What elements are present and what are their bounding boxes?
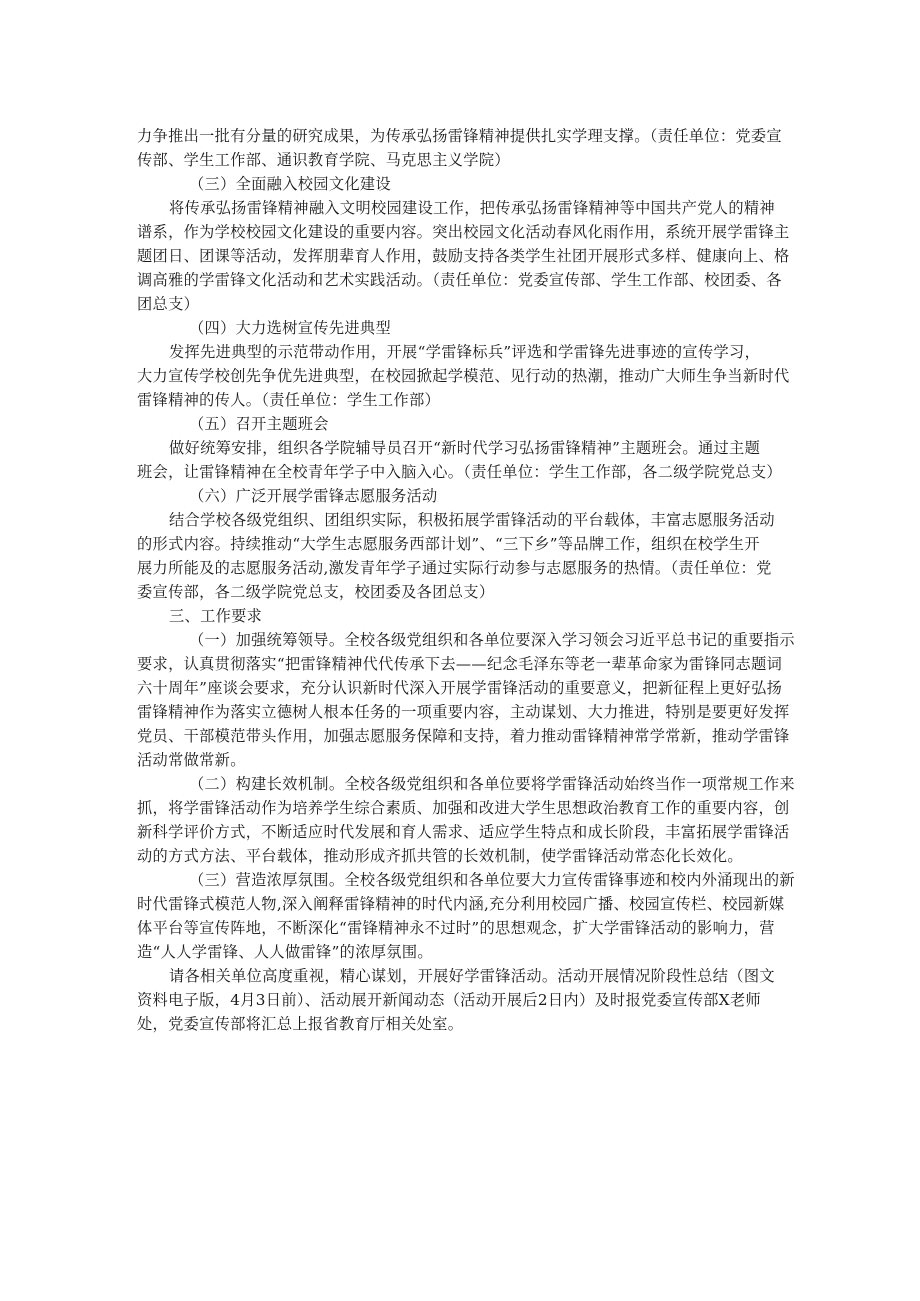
paragraph-line: 做好统筹安排，组织各学院辅导员召开“新时代学习弘扬雷锋精神”主题班会。通过主题 <box>169 439 761 457</box>
section-heading: （六）广泛开展学雷锋志愿服务活动 <box>189 487 438 505</box>
paragraph-line: 抓，将学雷锋活动作为培养学生综合素质、加强和改进大学生思想政治教育工作的重要内容，创 <box>137 799 790 817</box>
paragraph-line: 调高雅的学雷锋文化活动和艺术实践活动。（责任单位：党委宣传部、学生工作部、校团委、各 <box>137 271 782 289</box>
chapter-heading: 三、工作要求 <box>169 607 263 625</box>
paragraph-line: 团总支） <box>137 295 200 313</box>
paragraph-line: 将传承弘扬雷锋精神融入文明校园建设工作，把传承弘扬雷锋精神等中国共产党人的精神 <box>169 199 775 217</box>
paragraph-line: 的形式内容。持续推动“大学生志愿服务西部计划”、“三下乡”等品牌工作，组织在校学生开 <box>137 535 760 553</box>
paragraph-line: 活动常做常新。 <box>137 751 246 769</box>
paragraph-line: 委宣传部，各二级学院党总支，校团委及各团总支） <box>137 583 495 601</box>
paragraph-line: 体平台等宣传阵地，不断深化“雷锋精神永不过时”的思想观念，扩大学雷锋活动的影响力，营 <box>137 919 775 937</box>
paragraph-line: 传部、学生工作部、通识教育学院、马克思主义学院） <box>137 151 510 169</box>
paragraph-line: 处，党委宣传部将汇总上报省教育厅相关处室。 <box>137 1015 464 1033</box>
paragraph-line: 班会，让雷锋精神在全校青年学子中入脑入心。（责任单位：学生工作部，各二级学院党总支） <box>137 463 782 481</box>
paragraph-line: 结合学校各级党组织、团组织实际，积极拓展学雷锋活动的平台载体，丰富志愿服务活动 <box>169 511 775 529</box>
paragraph-line: 雷锋精神作为落实立德树人根本任务的一项重要内容，主动谋划、大力推进，特别是要更好发挥 <box>137 703 790 721</box>
paragraph-line: 发挥先进典型的示范带动作用，开展“学雷锋标兵”评选和学雷锋先进事迹的宣传学习， <box>169 343 761 361</box>
paragraph-line: 力争推出一批有分量的研究成果，为传承弘扬雷锋精神提供扎实学理支撑。（责任单位：党委宣 <box>137 127 782 145</box>
paragraph-line: 大力宣传学校创先争优先进典型，在校园掀起学模范、见行动的热潮，推动广大师生争当新时代 <box>137 367 790 385</box>
paragraph-line: 时代雷锋式模范人物,深入阐释雷锋精神的时代内涵,充分利用校园广播、校园宣传栏、校园新媒 <box>137 895 785 913</box>
paragraph-line: 资料电子版，4月3日前）、活动展开新闻动态（活动开展后2日内）及时报党委宣传部X老师 <box>137 991 762 1009</box>
paragraph-line: 请各相关单位高度重视，精心谋划，开展好学雷锋活动。活动开展情况阶段性总结（图文 <box>169 967 775 985</box>
paragraph-line: 动的方式方法、平台载体，推动形成齐抓共管的长效机制，使学雷锋活动常态化长效化。 <box>137 847 743 865</box>
paragraph-line: 新科学评价方式，不断适应时代发展和育人需求、适应学生特点和成长阶段，丰富拓展学雷锋活 <box>137 823 790 841</box>
paragraph-line: 要求，认真贯彻落实“把雷锋精神代代传承下去——纪念毛泽东等老一辈革命家为雷锋同志题词 <box>137 655 783 673</box>
section-heading: （四）大力选树宣传先进典型 <box>189 319 391 337</box>
paragraph-line: 造“人人学雷锋、人人做雷锋”的浓厚氛围。 <box>137 943 433 961</box>
section-heading: （五）召开主题班会 <box>189 415 329 433</box>
paragraph-line: （二）构建长效机制。全校各级党组织和各单位要将学雷锋活动始终当作一项常规工作来 <box>189 775 795 793</box>
paragraph-line: 党员、干部模范带头作用，加强志愿服务保障和支持，着力推动雷锋精神常学常新，推动学雷锋 <box>137 727 790 745</box>
paragraph-line: 谱系，作为学校校园文化建设的重要内容。突出校园文化活动春风化雨作用，系统开展学雷锋主 <box>137 223 790 241</box>
paragraph-line: 六十周年”座谈会要求，充分认识新时代深入开展学雷锋活动的重要意义，把新征程上更好弘扬 <box>137 679 783 697</box>
paragraph-line: （一）加强统筹领导。全校各级党组织和各单位要深入学习领会习近平总书记的重要指示 <box>189 631 795 649</box>
paragraph-line: 雷锋精神的传人。（责任单位：学生工作部） <box>137 391 441 409</box>
paragraph-line: 展力所能及的志愿服务活动,激发青年学子通过实际行动参与志愿服务的热情。（责任单位：党 <box>137 559 772 577</box>
paragraph-line: （三）营造浓厚氛围。全校各级党组织和各单位要大力宣传雷锋事迹和校内外涌现出的新 <box>189 871 795 889</box>
section-heading: （三）全面融入校园文化建设 <box>189 175 391 193</box>
paragraph-line: 题团日、团课等活动，发挥朋辈育人作用，鼓励支持各类学生社团开展形式多样、健康向上、格 <box>137 247 790 265</box>
